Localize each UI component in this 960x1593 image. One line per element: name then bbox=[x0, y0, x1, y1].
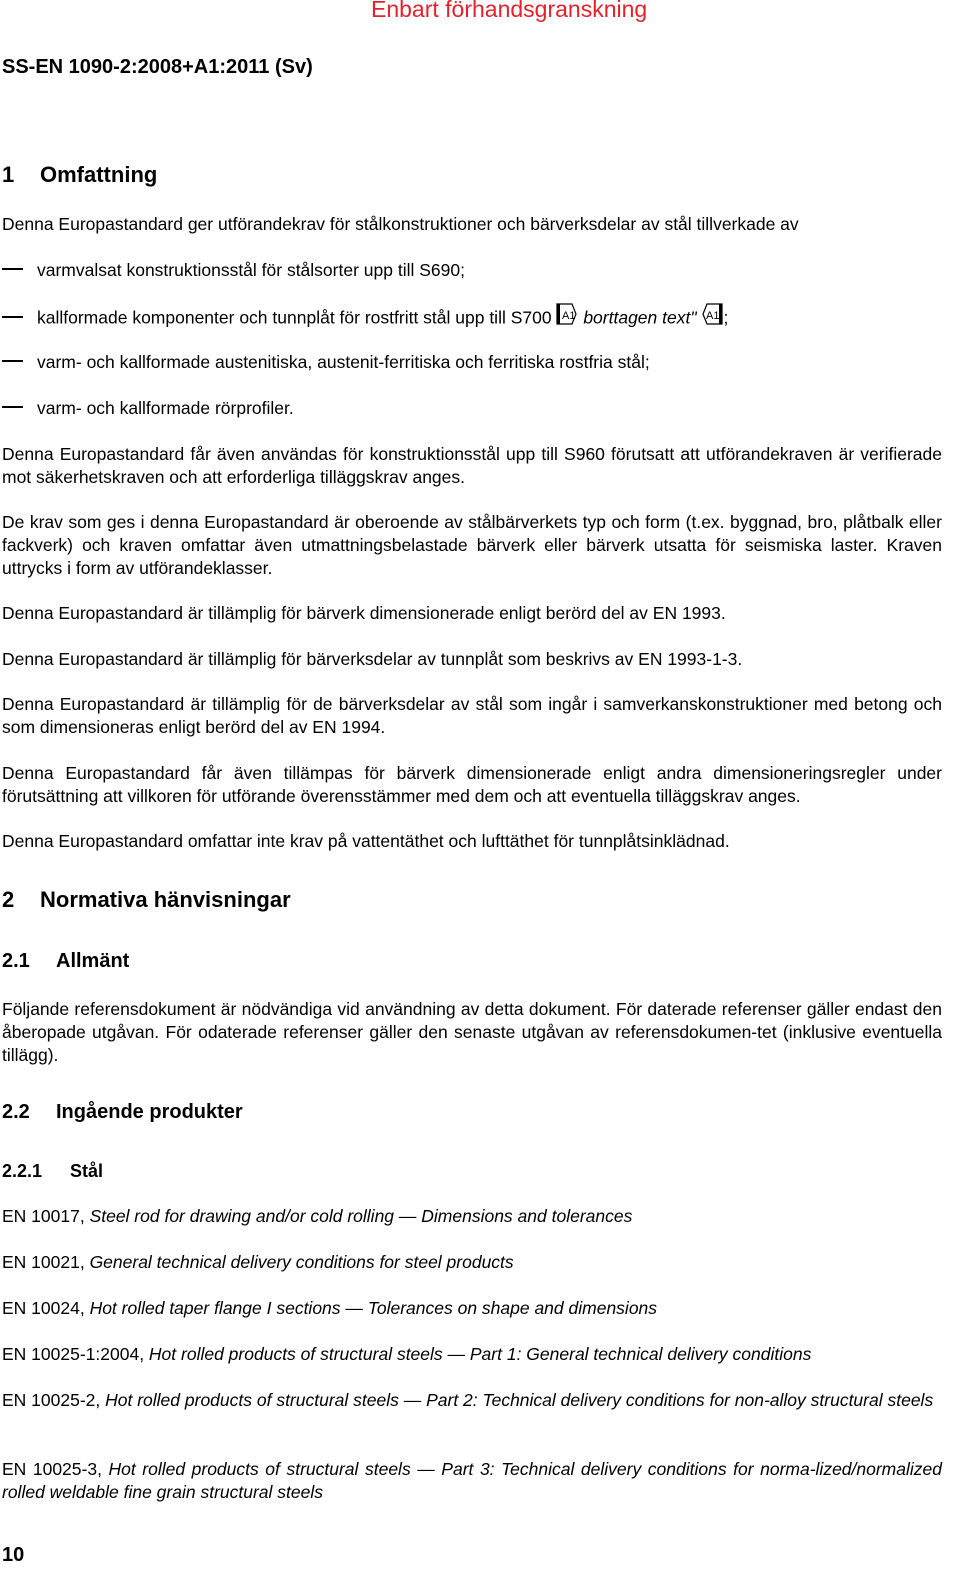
section-title: Omfattning bbox=[40, 162, 158, 187]
paragraph: Denna Europastandard är tillämplig för bärverksdelar av tunnplåt som beskrivs av EN 1993-1-3. bbox=[2, 649, 743, 669]
section-title: Normativa hänvisningar bbox=[40, 887, 291, 912]
section-1-intro: Denna Europastandard ger utförandekrav för stålkonstruktioner och bärverksdelar av stål tillverkade av bbox=[2, 214, 799, 234]
reference-item: EN 10021, General technical delivery conditions for steel products bbox=[2, 1252, 514, 1272]
list-item: varm- och kallformade austenitiska, austenit-ferritiska och ferritiska rostfria stål; bbox=[2, 351, 650, 374]
svg-text:A1: A1 bbox=[562, 310, 576, 322]
page-number: 10 bbox=[2, 1544, 25, 1566]
list-item: kallformade komponenter och tunnplåt för rostfritt stål upp till S700 A1 borttagen text" A1 ; bbox=[2, 305, 728, 333]
subsection-2-1-heading: 2.1 Allmänt bbox=[2, 950, 130, 972]
paragraph: De krav som ges i denna Europastandard är oberoende av stålbärverkets typ och form (t.ex. byggnad, bro, plåtbalk eller fackverk) och kraven omfattar även utmattningsbelastade bärverk eller bärverk utsatta för seismiska laster. Kraven uttrycks i form av utförandeklasser. bbox=[2, 512, 942, 578]
reference-item: EN 10025-1:2004, Hot rolled products of structural steels — Part 1: General technical delivery conditions bbox=[2, 1344, 812, 1364]
paragraph: Denna Europastandard omfattar inte krav på vattentäthet och lufttäthet för tunnplåtsinklädnad. bbox=[2, 831, 730, 851]
dash-bullet bbox=[2, 406, 23, 408]
list-item: varmvalsat konstruktionsstål för stålsorter upp till S690; bbox=[2, 259, 465, 282]
paragraph: Denna Europastandard är tillämplig för de bärverksdelar av stål som ingår i samverkanskonstruktioner med betong och som dimensioneras enligt berörd del av EN 1994. bbox=[2, 694, 942, 737]
paragraph: Denna Europastandard får även användas för konstruktionsstål upp till S960 förutsatt att utförandekraven är verifierade mot säkerhetskraven och att erforderliga tilläggskrav anges. bbox=[2, 444, 942, 487]
section-number: 1 bbox=[2, 162, 15, 187]
dash-bullet bbox=[2, 360, 23, 362]
amendment-text: borttagen text" bbox=[583, 307, 697, 328]
standard-reference: SS-EN 1090-2:2008+A1:2011 (Sv) bbox=[2, 56, 313, 78]
amendment-end-icon bbox=[701, 303, 723, 331]
reference-item: EN 10025-2, Hot rolled products of structural steels — Part 2: Technical delivery conditions for non-alloy structural steels bbox=[2, 1390, 934, 1410]
paragraph: Följande referensdokument är nödvändiga vid användning av detta dokument. För daterade referenser gäller endast den åberopade utgåvan. För odaterade referenser gäller den senaste utgåvan av referensdokumen-tet (inklusive eventuella tillägg). bbox=[2, 999, 942, 1065]
paragraph: Denna Europastandard är tillämplig för bärverk dimensionerade enligt berörd del av EN 1993. bbox=[2, 603, 726, 623]
dash-bullet bbox=[2, 316, 23, 318]
list-item: varm- och kallformade rörprofiler. bbox=[2, 397, 294, 420]
subsection-2-2-heading: 2.2 Ingående produkter bbox=[2, 1101, 243, 1123]
paragraph: Denna Europastandard får även tillämpas för bärverk dimensionerade enligt andra dimensioneringsregler under förutsättning att villkoren för utförande överensstämmer med dem och att eventuella tilläggskrav anges. bbox=[2, 763, 942, 806]
reference-item: EN 10017, Steel rod for drawing and/or cold rolling — Dimensions and tolerances bbox=[2, 1206, 633, 1226]
subsection-2-2-1-heading: 2.2.1 Stål bbox=[2, 1161, 104, 1181]
svg-text:A1: A1 bbox=[706, 310, 720, 322]
dash-bullet bbox=[2, 268, 23, 270]
preview-watermark: Enbart förhandsgranskning bbox=[371, 0, 648, 22]
amendment-start-icon bbox=[556, 303, 578, 331]
section-2-heading bbox=[2, 887, 291, 913]
reference-item: EN 10024, Hot rolled taper flange I sections — Tolerances on shape and dimensions bbox=[2, 1298, 658, 1318]
section-number: 2 bbox=[2, 887, 15, 912]
section-1-heading bbox=[2, 162, 157, 188]
reference-item: EN 10025-3, Hot rolled products of structural steels — Part 3: Technical delivery conditions for norma-lized/normalized rolled weldable fine grain structural steels bbox=[2, 1459, 942, 1502]
